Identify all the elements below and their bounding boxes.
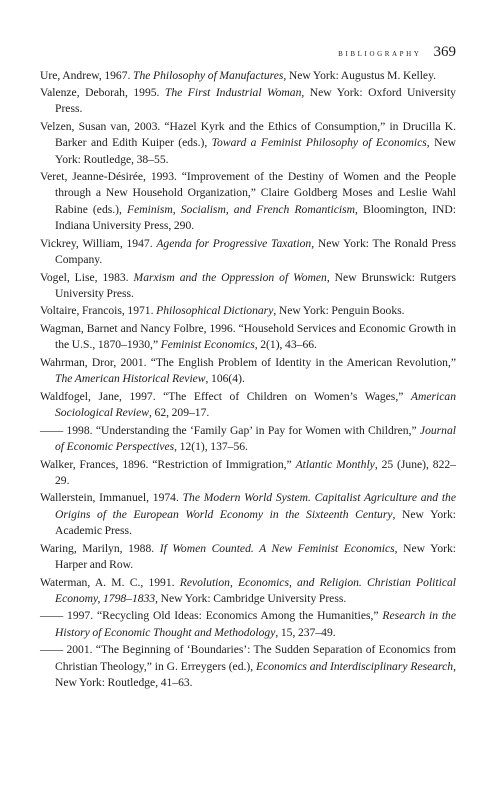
- bibliography-entry: [40, 270, 456, 303]
- bibliography-entry: [40, 457, 456, 490]
- page-number: 369: [433, 44, 456, 60]
- entry-title: Agenda for Progressive Taxation: [156, 236, 312, 250]
- bibliography-entry: [40, 85, 456, 118]
- bibliography-entry: [40, 303, 456, 319]
- bibliography-entry: [40, 575, 456, 608]
- entry-title: The American Historical Review: [55, 372, 206, 386]
- entry-title: If Women Counted. A New Feminist Economics: [159, 541, 395, 555]
- entry-text: Vogel, Lise, 1983.: [40, 270, 134, 284]
- entry-text: Waterman, A. M. C., 1991.: [40, 575, 180, 589]
- entry-text: , New York: Academic Press.: [55, 507, 456, 538]
- bibliography-entry: [40, 236, 456, 269]
- entry-text: Vickrey, William, 1947.: [40, 236, 157, 250]
- entry-title: Atlantic Monthly: [295, 457, 375, 471]
- entry-text: Waldfogel, Jane, 1997. “The Effect of Children on Women’s Wages,”: [40, 389, 411, 403]
- entry-text: Ure, Andrew, 1967.: [40, 68, 134, 82]
- bibliography-entry: [40, 321, 456, 354]
- running-head-title: bibliography: [338, 48, 422, 59]
- entry-text: , 2(1), 43–66.: [254, 338, 317, 352]
- entry-text: —— 1998. “Understanding the ‘Family Gap’ in Pay for Women with Children,”: [40, 423, 420, 437]
- bibliography-entry: [40, 68, 456, 84]
- bibliography-list: [40, 68, 456, 693]
- bibliography-entry: [40, 642, 456, 691]
- entry-text: , New York: Routledge, 38–55.: [55, 136, 456, 166]
- bibliography-entry: [40, 355, 456, 388]
- entry-title: Research in the History of Economic Thought and Methodology: [55, 609, 456, 639]
- bibliography-entry: [40, 169, 456, 234]
- entry-text: —— 1997. “Recycling Old Ideas: Economics Among the Humanities,”: [40, 609, 383, 623]
- entry-text: , New York: The Ronald Press Company.: [55, 236, 456, 266]
- entry-text: , Bloomington, IND: Indiana University Press, 290.: [55, 202, 456, 233]
- entry-text: , New York: Routledge, 41–63.: [55, 659, 456, 689]
- bibliography-entry: [40, 119, 456, 168]
- bibliography-entry: [40, 490, 456, 539]
- entry-text: Voltaire, Francois, 1971.: [40, 304, 157, 318]
- entry-text: Velzen, Susan van, 2003. “Hazel Kyrk and the Ethics of Consumption,” in Drucilla K. Barker and Edith Kuiper (eds.),: [40, 119, 456, 150]
- entry-text: , New Brunswick: Rutgers University Press.: [55, 270, 456, 300]
- bibliography-entry: [40, 541, 456, 574]
- entry-title: Toward a Feminist Philosophy of Economics: [211, 136, 427, 150]
- entry-title: The Modern World System. Capitalist Agriculture and the Origins of the European World Economy in the Sixteenth Century: [55, 491, 456, 521]
- entry-text: Walker, Frances, 1896. “Restriction of Immigration,”: [40, 457, 296, 471]
- entry-title: Feminist Economics: [160, 338, 255, 352]
- entry-title: Revolution, Economics, and Religion. Christian Political Economy, 1798–1833: [55, 575, 456, 605]
- entry-text: , New York: Penguin Books.: [273, 304, 405, 318]
- entry-text: Wallerstein, Immanuel, 1974.: [40, 491, 183, 505]
- entry-text: , 15, 237–49.: [275, 625, 336, 639]
- entry-text: Wahrman, Dror, 2001. “The English Problem of Identity in the American Revolution,”: [40, 355, 456, 369]
- entry-title: American Sociological Review: [55, 389, 456, 420]
- entry-text: , 25 (June), 822–29.: [55, 457, 456, 487]
- bibliography-entry: [40, 608, 456, 641]
- entry-text: , 106(4).: [205, 372, 245, 386]
- entry-text: , New York: Cambridge University Press.: [155, 591, 347, 605]
- entry-text: , New York: Oxford University Press.: [55, 86, 456, 116]
- entry-title: Philosophical Dictionary: [156, 304, 274, 318]
- entry-title: Economics and Interdisciplinary Research: [256, 659, 454, 673]
- entry-title: The Philosophy of Manufactures: [133, 68, 284, 82]
- entry-title: Journal of Economic Perspectives: [55, 423, 456, 453]
- entry-text: Valenze, Deborah, 1995.: [40, 86, 165, 100]
- entry-text: , New York: Augustus M. Kelley.: [283, 68, 437, 82]
- entry-text: Wagman, Barnet and Nancy Folbre, 1996. “Household Services and Economic Growth in the U.S., 1870–1930,”: [40, 322, 456, 352]
- entry-text: , 12(1), 137–56.: [174, 440, 248, 453]
- running-head: [338, 44, 456, 64]
- entry-text: —— 2001. “The Beginning of ‘Boundaries’: The Sudden Separation of Economics from Christian Theology,” in G. Erreygers (ed.),: [40, 643, 456, 673]
- entry-text: Waring, Marilyn, 1988.: [40, 541, 160, 555]
- bibliography-entry: [40, 423, 456, 456]
- entry-text: , New York: Harper and Row.: [55, 541, 456, 571]
- entry-text: , 62, 209–17.: [149, 406, 210, 420]
- entry-title: The First Industrial Woman: [164, 86, 302, 100]
- entry-text: Veret, Jeanne-Désirée, 1993. “Improvement of the Destiny of Women and the People through a New Household Organization,” Claire Goldberg Moses and Leslie Wahl Rabine (eds.),: [40, 170, 456, 216]
- entry-title: Marxism and the Oppression of Women: [133, 270, 327, 284]
- bibliography-entry: [40, 389, 456, 422]
- entry-title: Feminism, Socialism, and French Romanticism: [127, 202, 355, 216]
